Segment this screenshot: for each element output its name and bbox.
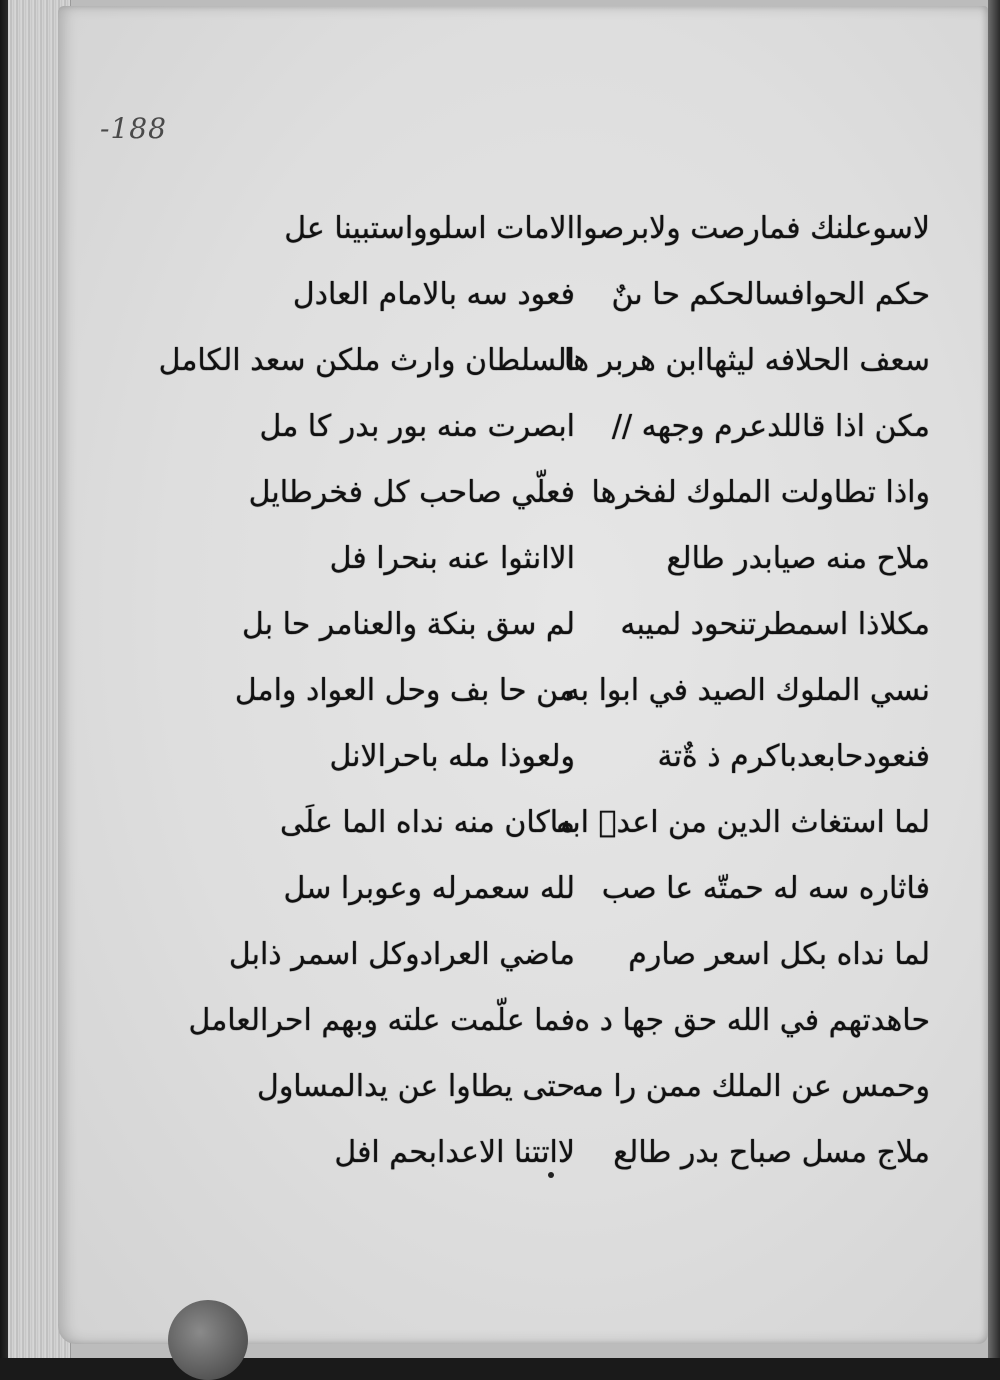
left-verse-line: الامات اسلوواستبينا عل [284,211,575,246]
left-verse-line: لااتتنا الاعدابحم افل [334,1135,575,1170]
right-verse-line: مكلاذا اسمطرتنحود لميبه [620,607,930,642]
ink-dot [548,1172,554,1178]
right-verse-line: نسي الملوك الصيد في ابوا به [564,673,930,708]
right-verse-line: لاسوعلنك فمارصت ولابرصوا [574,211,930,246]
right-verse-line: لما نداه بكل اسعر صارم [628,937,930,972]
right-verse-line: فنعودحابعدباكرم ذ ةٌتة [657,739,930,774]
thumb [168,1300,248,1380]
right-verse-line: واذا تطاولت الملوك لفخرها [591,475,930,510]
left-verse-line: ماضي العرادوكل اسمر ذابل [228,937,575,972]
left-verse-line: حتى يطاوا عن يدالمساول [257,1069,575,1104]
left-verse-line: ماكان منه نداه الما علَى [280,805,575,840]
left-verse-line: لم سق بنكة والعنامر حا بل [241,607,575,642]
left-verse-line: فما علّمت علته وبهم احرالعامل [188,1003,575,1038]
right-verse-line: وحمس عن الملك ممن را مه [571,1069,930,1104]
left-verse-column [158,196,575,1186]
left-verse-line: فعلّي صاحب كل فخرطايل [248,475,575,510]
folio-number: -188 [100,112,167,145]
right-verse-line: ملاج مسل صباح بدر طالع [613,1135,930,1170]
right-verse-line: لما استغاث الدين من اعدٖ ابه [556,805,930,840]
right-verse-line: سعف الحلافه ليثهاابن هربر ها [564,343,930,378]
right-verse-line: حاهدتهم في الله حق جها د ه [574,1003,930,1038]
right-verse-line: مكن اذا قاللدعرم وجهه // [611,409,930,444]
left-verse-line: لله سعمرله وعوبرا سل [283,871,575,906]
right-verse-line: فاثاره سه له حمتّه عا صب [601,871,930,906]
right-page-edge [988,0,1000,1358]
left-verse-line: السلطان وارث ملكن سعد الكامل [158,343,575,378]
left-verse-line: ولعوذا مله باحرالانل [329,739,575,774]
left-verse-line: من حا بف وحل العواد وامل [234,673,575,708]
left-verse-line: ابصرت منه بور بدر كا مل [259,409,575,444]
right-verse-line: ملاح منه صيابدر طالع [666,541,930,576]
right-verse-line: حكم الحوافسالحكم حا ٮنٌ [611,277,930,312]
left-verse-line: فعود سه بالامام العادل [292,277,575,312]
right-verse-column [556,196,930,1186]
left-verse-line: الاانثوا عنه بنحرا فل [329,541,575,576]
